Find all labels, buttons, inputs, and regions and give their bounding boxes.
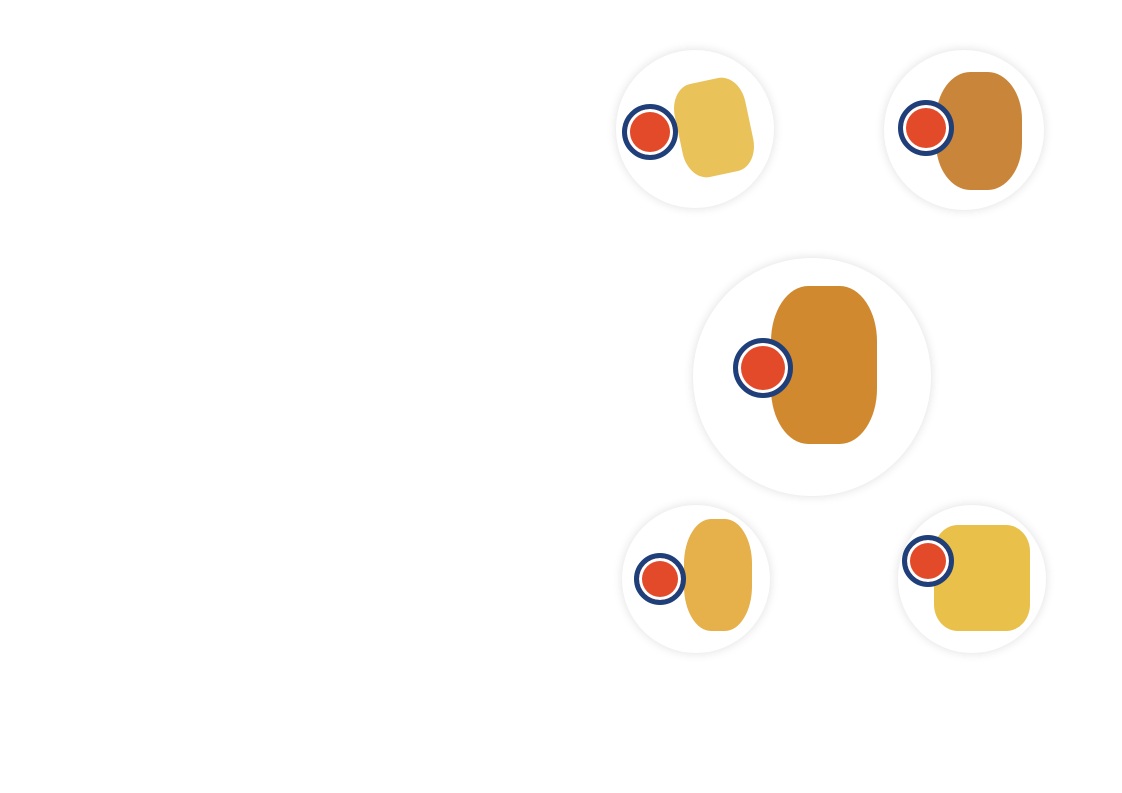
food-image xyxy=(934,525,1030,631)
sauce-bowl-icon xyxy=(898,100,954,156)
photo-prawn-twister xyxy=(898,505,1046,653)
sauce-bowl-icon xyxy=(622,104,678,160)
sauce-bowl-icon xyxy=(733,338,793,398)
photo-fish-cake xyxy=(884,50,1044,210)
photo-spicy-calamari xyxy=(693,258,931,496)
sauce-bowl-icon xyxy=(634,553,686,605)
food-image xyxy=(684,519,752,631)
photo-spring-rolls-veg xyxy=(616,50,774,208)
sauce-bowl-icon xyxy=(902,535,954,587)
photo-curry-puff-veg xyxy=(622,505,770,653)
food-image xyxy=(669,74,759,182)
